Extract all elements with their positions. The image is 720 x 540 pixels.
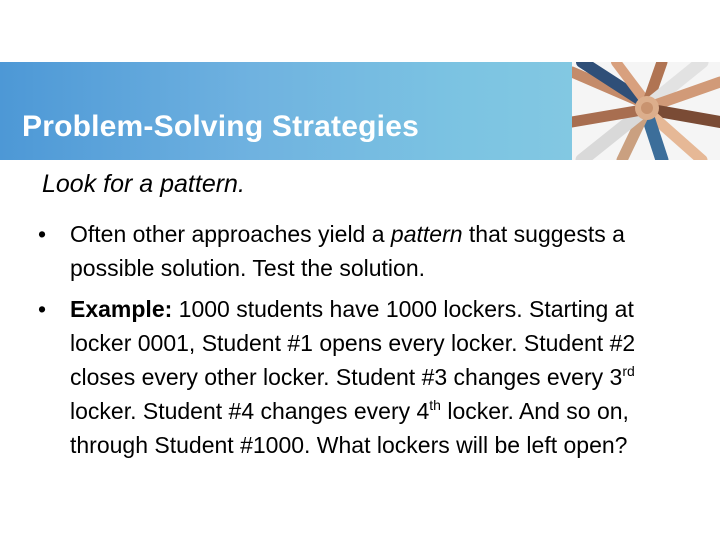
bullet-text-part: locker. Student #4 changes every 4	[70, 398, 430, 424]
emphasized-word: pattern	[390, 221, 463, 247]
bullet-icon: •	[37, 296, 47, 322]
bullet-text-part: Often other approaches yield a	[70, 221, 391, 247]
bullet-item	[32, 292, 682, 462]
bullet-list	[32, 217, 682, 469]
bullet-text	[70, 296, 635, 458]
stacked-hands-photo	[572, 62, 720, 160]
bullet-item	[32, 217, 682, 285]
ordinal-suffix: rd	[622, 363, 635, 379]
bullet-text-part: locker. And so on, through Student #1000. What lockers will be left open?	[70, 398, 629, 458]
slide-title: Problem-Solving Strategies	[22, 110, 419, 143]
bullet-text	[70, 221, 625, 281]
example-label: Example:	[70, 296, 173, 322]
subtitle: Look for a pattern.	[42, 170, 245, 198]
ordinal-suffix: th	[429, 397, 441, 413]
bullet-text-part: 1000 students have 1000 lockers. Starting at locker 0001, Student #1 opens every locker. Student #2 closes every other locker. Student #3 changes every 3	[70, 296, 636, 390]
bullet-text-part: that suggests a possible solution. Test the solution.	[70, 221, 625, 281]
bullet-icon: •	[37, 221, 47, 247]
